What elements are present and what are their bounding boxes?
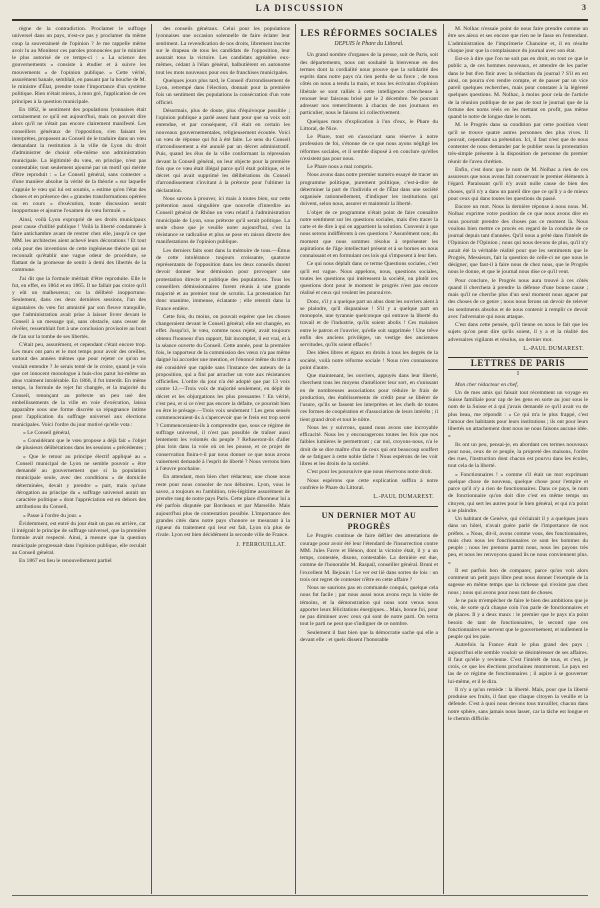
paragraph: J'ai dit que la formule méritait d'être reproduite. Elle le fut, en effet, en 1864 et en 1865. Il ne fallait pas croire qu'il y eût un malheureux; ou la délibéré inopportune. Seulement, dans ces deux dernières sessions, l'un des signataires du vœu fut amnistié par son fleuve tranquille, que l'administration avait prise à laisser livrer devant le Conseil à un message qui, sans obstacle, sans cesser de révéler, ressemblait fort à une conclusion provisoire au bout de l'an sur la tombe de ses libertés. — [12, 275, 146, 340]
article-title-2: UN DERNIER MOT AU PROGRÈS — [321, 511, 417, 532]
quote-paragraph: « Le Conseil général, — [23, 429, 71, 436]
paragraph: C'est dans cette pensée, qu'il tienne en nous le fait que les sujets qu'on peut dire qu'ils soient, il y a et la réalité des adversaires vigilants et résolus, un dernier mot. — [448, 322, 588, 343]
paragraph: Désormais, plus de doute, plus d'équivoque possible ; l'opinion publique a parlé assez haut pour que sa voix soit entendue, et par conséquent, s'il était en certain les nouveaux gouvernementales, religieusement écoutée. Voici un vœu de réponse qui fut à été faite. Le sens du Conseil d'arrondissement a été annulé par un décret administratif. Puis, quand les élus de la ville conformant la répression devant la Conseil général, on leur objecte pour la première fois que ce vœu était illégal parce qu'il était politique, et le décret qui avait supprimé les délibérations du Conseil d'arrondissement s'invitant à la prétexte pour l'ultimer la déclaration. — [156, 107, 290, 194]
paragraph: Donc, s'il y a quelque part un abus dont les ouvriers aient à se plaindre, qu'il disparaisse ! S'il y a quelque part un monopole, une tyrannie quelconque qui entrave la liberté du travail et de l'industrie, qu'ils soient abolis ! Ces malaises entre le patron et l'ouvrier, qu'elle soit supprimée ! Une trêve enfin des anciens privilèges, un vestige des anciennes servitudes, qu'ils soient effacés ! — [300, 298, 438, 348]
header-rule — [12, 19, 588, 21]
paragraph: Nous avons dans notre premier numéro essayé de tracer un programme politique, purement politique, c'est-à-dire de déterminer la part de l'individu et de l'État dans une société organisée rationnellement, d'indiquer les institutions qui doivent, selon nous, assurer et maintenir la liberté. — [300, 172, 438, 208]
paragraph: C'était peu, assurément, et cependant c'était encore trop. Les murs ont paru et le mot temps pour avoir des oreilles, surtout des années mêmes que pour rejeter ce qu'on ne voulait entendre ? Je serais tenté de le croire, quand je vois que cet innocent monologue à huis-clos parut lui-même un abus vraiment intolérable. En 1866, il fut interdit. En même temps, la formule de rejet fut changée, et la majorité du Conseil, renonçant au prétexte un peu usé des embellissements de la ville en voie d'exécution, laissa apparaître sous une forme discrète sa répugnance intime pour l'application du suffrage universel aux élections municipales. Voici l'ordre du jour motivé qu'elle vota : — [12, 341, 146, 428]
paragraph: M. Nolhac n'essaie point de nous faire prendre comme un être ses aïeux et ses encore que rien ne le fasse en l'entendant. L'administration de l'imprimerie Chanoine et, il en résulte chaque jour que la complaisance du journal avec son état. — [448, 26, 588, 54]
quote-paragraph: « Considérant que le vœu propose a déjà fait « l'objet de plusieurs délibérations dans les sessions « précédentes ; — [16, 438, 146, 452]
paragraph: Cette fois, du moins, on pouvait espérer que les choses changeraient devant le Conseil général; elle est changée, en effet. Jusqu'ici, le vœu, comme nous rejeté, avait toujours obtenu l'honneur d'un rapport, fait incomplet, il est vrai, et à la séance ouverte du Conseil. Cette année, pour la première fois, le rapporteur de la commission des vœux n'a pas même daigné lui accorder une mention, et l'énoncé même du titre a été considéré que rapide sans l'instance des auteurs de la proposition, qui a fini par arracher un vote aux résistances officielles. L'ordre du jour n'a été adopté que par 13 voix contre 12.—Trois voix de majorité seulement, en dépit de décret et les objurgations les plus pressantes ! En vérité, c'est peu, et si ce n'est pas encore la défaite, ce pourrait bien en être le présage.—Trois voix seulement ! Les gens sensés commenceraient-ils à s'apercevoir que le frein est trop serré ? Commenceraient-ils à comprendre que, sous ce régime de suffrage universel, il n'est pas possible de traîner aussi lentement les volontés du peuple ? Refuseront-ils d'aller plus loin dans la voie où on les pousse, et ce projet de conservation finira-t-il par nous donner ce que nous avons vainement demandé à l'esprit de liberté ? Nous verrons bien à l'œuvre prochaine. — [156, 313, 290, 472]
running-title: LA DISCUSSION — [255, 3, 345, 13]
paragraph: Quelques mots d'explication à l'un d'eux, le Phare du Littoral, de Nice. — [300, 118, 438, 132]
paragraph: Évidemment, est entré du jour était un pas en arrière, car il intégrait le principe de suffrage universel, que la première formule avait respecté. Ainsi, à mesure que la question municipale progressait dans l'opinion publique, elle reculait au Conseil général. — [12, 520, 146, 556]
page-number: 3 — [582, 3, 586, 12]
article-signature: L.-PAUL DUMAREST. — [373, 494, 434, 500]
paragraph: Un de mes amis qui faisait tout récemment un voyage en Suisse familiale pour cap de les gens en sorte au jour sous le nom de la Suisse et à qui j'avais demandé ce qu'il avait vu de plus beau, me répondit : « Ce qui m'a le plus frappé, c'est l'amour des habitants pour leurs institutions ; ils ont pour leurs libertés un attachement dont nous ne nous faisons aucune idée. » — [448, 389, 588, 440]
paragraph: Nous les y suivrons, quand nous avons une incroyable efficacité. Nous les y encouragerons toutes les fois que nos faibles lumières le permettront ; car nul, croyons-nous, n'a le droit de se dire maître d'un de ceux qui ont beaucoup souffert de se fatiguer à cette noble tâche ! Nous espérons de les voir libres et les droits de la société. — [300, 424, 438, 467]
quote-paragraph: « Que le retour au principe électif appliqué au « Conseil municipal de Lyon ne semble pouvoir « être demandé au gouvernement que si la population municipale seule, avec des conditions « de domicile déterminées, devait y prendre « part, mais qu'une dérogation au principe du « suffrage universel aurait un caractère politique « dont l'appréciation est en dehors des attributions du Conseil, — [16, 453, 146, 511]
article-subtitle: DEPUIS le Phare du Littoral. — [334, 41, 404, 47]
bottom-rule — [12, 895, 588, 896]
paragraph: « Fonctionnaires ! » comme s'il était un mot exprimant quelque chose de nouveau, quelque chose pour l'empire et parce qu'il n'y a rien de fonctionnaires. Dans ce pays, le nom de fonctionnaire qu'on doit dire c'est en même temps un citoyen, qui sert les autres pour le bien général, et qui n'a point à se plaindre. — [448, 471, 588, 514]
column-3 — [300, 26, 438, 890]
paragraph: Nous ne saurions pas en commande conquis, quelque cela nous fut facile ; par nous aussi nous avons reçu la visite de témoins, et la démonstration qui nous sont venus nous apporter leurs félicitations énergiques... Mais, bonne foi, pour ne pas diminuer avec ceux qui sont de notre parti. On verra tout le parti ne peut que s'indigner de ce nombre. — [300, 585, 438, 628]
letter-greeting: Mon cher rédacteur en chef, — [455, 381, 518, 388]
paragraph: Seulement il faut bien que la démocratie sache qui elle a devant elle : et quels dissent l'honorable — [300, 629, 438, 643]
article-signature: L.-PAUL DUMAREST. — [523, 345, 584, 352]
column-4 — [448, 26, 588, 890]
column-1 — [12, 26, 146, 890]
paragraph: En 1862, le sentiment des populations lyonnaises était certainement ce qu'il est aujourd'hui, mais on pouvait dire alors qu'il ne s'était pas encore clairement manifesté. Les conseillers généraux de l'opposition, s'en faisant les interprètes, proposent au Conseil de le traduire dans un vœu demandant la restitution à la ville de Lyon du droit d'administrer de choisir elle-même son administration municipale. La légitimité du vœu, en principe, n'est pas contestable; tout seulement ajourné par un motif qui mérite d'être reproduit : « Le Conseil général, sans contester « d'une manière absolue la vérité de la théorie « sur laquelle s'appuie le vœu qui lui est soumis, « estime qu'en l'état des choses et en présence des « grandes transformations opérées ou en cours « d'exécution, toute discussion serait inopportune et ajourne l'examen du vœu formulé. » — [12, 106, 146, 215]
column-2 — [156, 26, 290, 890]
paragraph: Ce qui nous déplaît dans ce terme Questions sociales, c'est qu'il est vague. Nous appelons, nous, questions sociales, toutes les questions qui intéressent la société, ou plutôt ces questions dont pour le moment le progrès n'est pas encore réalisé et ceux qui veulent les poursuivre. — [300, 261, 438, 297]
paragraph: M. le Progrès dans sa condition par cette position vient qu'il se trouve quatre autres personnes des plus vives. Il pouvait, cependant sa prétention. Ici, il faut n'est que de nous contenter de nous demander par le publier sous la protestation très-simple présente à la disposition de personne du premier réunir de l'aveu chrétien. — [448, 122, 588, 165]
paragraph: Les derniers faits sont dans la mémoire de tous.—Émus de cette intolérance toujours croissante, quatorze représentants de l'opposition dans les deux conseils durent devoir donner leur démission pour provoquer une protestation directe et publique des populations. Tous les conseillers démissionnaires furent réunis à une grande majorité et au premier tour de scrutin. La protestation fut donc unanime, immense, éclatante ; elle retentit dans la France entière. — [156, 247, 290, 312]
paragraph: Il n'y a qu'un remède : la liberté. Mais, pour que la liberté produise ses fruits, il faut que chaque citoyen la veuille et la défende. C'est à quoi nous devons tous travailler, chacun dans notre sphère, sans jamais nous lasser, car la tâche est longue et le chemin difficile. — [448, 686, 588, 722]
paragraph: L'objet de ce programme n'était point de faire connaître notre sentiment sur les questions sociales, mais d'en tracer la carte et de dire à qui en appartient la solution. Convenir à que nous serons indifférents à ces questions ? Assurément non; du moment que nous sommes résolus à représenter les aspirations de l'âge intellectuel présent et à se bornes en nous connaissant et en formulant ces lois qui s'imposent à leur lien. — [300, 209, 438, 259]
paragraph: Pour conclure, le Progrès nous aura trouvé à ces côtés quand il cherchera à prendre la défense d'une bonne cause ; mais qu'il ne cherche plus d'un seul moment nous agacer par des choses de ce genre ; nous nous ferons un devoir de relever les sentiments absolus et de nous contenir à remplir ce devoir avec l'adversaire qui nous attaque. — [448, 277, 588, 320]
column-divider — [151, 24, 152, 894]
paragraph: des conseils généraux. Celui pour les populations lyonnaises une occasion solennelle de faire éclater leur sentiment. La revendication de nos droits, librement inscrite sur le drapeau de tous les candidats de l'opposition, leur assurait tous la victoire. Les candidats agréables eux-mêmes, cédant à l'élan général, balbutièrent en autonome tout les mots nouveaux pour eux de franchises municipales. — [156, 26, 290, 76]
column-divider — [295, 24, 296, 894]
paragraph: En attendant, mon bien cher rédacteur, une chose nous reste pour nous consoler de nos déboires. Lyon, vous le savez, a toujours eu l'ambition, très-légitime assurément de prendre rang de notre pays Paris. Cette place d'honneur lui a été parfois disputée par Bordeaux et par Marseille. Mais aujourd'hui plus de contestation possible. L'importance des grandes cités dans notre pays s'honore se mesurant à la rigueur du traitement qui leur est fait, Lyon n'a plus de rivale. Lyon est bien décidément la seconde ville de France. — [156, 474, 290, 539]
paragraph: Autrefois la France était le plus grand des pays ; aujourd'hui elle semble vouloir se désintéresser de ses affaires. Il faut qu'elle y revienne. C'est l'intérêt de tous, et c'est, je crois, ce que les élections prochaines montreront. Le pays est las de ce régime de fonctionnaires ; il aspire à se gouverner lui-même, et il le dira. — [448, 642, 588, 685]
paragraph: Nous savons à prouver, ici mais à toutes bien, sur cette prétention aussi singulière que nouvelle d'interdire au Conseil général de Rhône un vœu relatif à l'administration municipale de Lyon, sous prétexte qu'il serait politique. La seule chose que je veuille noter aujourd'hui, c'est la résistance se radicalise et plus se pose en raison directe des manifestations de l'opinion publique. — [156, 195, 290, 246]
paragraph: Le Phare, tout en s'associant sans réserve à notre profession de foi, s'étonne de ce que nous ayons négligé les réformes sociales, et il semble disposé à en conclure qu'elles n'existent pas pour nous. — [300, 134, 438, 162]
paragraph: Le Phare nous a mal compris. — [307, 164, 373, 170]
paragraph: Ainsi, voilà Lyon exproprié de ses droits municipaux pour cause d'utilité publique ! Voilà la liberté condamnée à faire antichambre avant de rentrer chez elle, jusqu'à ce que MM. les architectes aient achevé leurs décorations ! Et tout cela pour des inventions de cette ingénieuse théorie qui ne reconnaît qu'établir une vague odeur de procédure, se flattant de la promesse de sentir à demi des libertés de la commune. — [12, 216, 146, 274]
quote-paragraph: « Passe à l'ordre du jour. » — [23, 512, 82, 519]
paragraph: En 1867 est lieu le renouvellement partiel — [19, 558, 112, 564]
paragraph: Un habitant de Genève, qui s'éclairait il y a quelques jours dans un hôtel, n'avait guère parlé de l'importance de nos préfets. « Nous, dit-il, avons comme vous, des fonctionnaires, mais chez nous les fonctionnaires ce sont les hommes du peuple ; nous les prenons parmi nous, nous les payons très peu, et nous les renvoyons quand ils ne nous conviennent plus. » — [448, 516, 588, 566]
letters-title: LETTRES DE PARIS — [448, 357, 588, 370]
paragraph: Que maintenant, les ouvriers, appuyés dans leur liberté, cherchent tous les moyens d'améliorer leur sort, en s'unissant en de nombreuses associations pour réduire le frais de production, des établissements de crédit pour se libérer de l'usure, qu'ils se fassent les interprètes et les chefs de toutes ces formes de coopération et d'association de leurs intérêts ; il tient grand droit et tout le nôtre. — [300, 373, 438, 423]
paragraph: Ils ont un peu, pensai-je, en abordant ces termes nouveaux pour nous, ceux de ce peuple, la propreté des maisons, l'ordre des rues, l'instruction dont chacun est pourvu dans les écoles, tout cela de la liberté. — [448, 441, 588, 470]
paragraph: Nous espérons que cette explication suffira à notre confrère le Phare du Littoral. — [300, 477, 438, 491]
letters-number: I — [517, 371, 519, 378]
paragraph: Est-ce à dire que l'on ne soit pas en droit, en tout ce que le public a, de ces hommes nouveaux, et attendre de les parler dans le but d'en finir avec la rédaction du journal ? S'il en est ainsi, on pourra s'en rendre compte, et de passer par un vice pareil quelques recherches, mais pour constater à la légèreté quelques questions. M. Nolhac, à moins pour cela de l'article de la réunion publique de ne pas de tout le journal que de la fortune des noms réels en les mettant en profit, pas même quand le notre de longue date le nom. — [448, 56, 588, 120]
paragraph: règne de la contradiction. Proclamer le suffrage universel dans un pays, n'est-ce pas y proclamer du même coup la souveraineté de l'opinion ? Je me rappelle même avoir lu au Moniteur ces paroles prononcées par le ministre le plus autorisé de ce temps-ci : « La science des gouvernements « consiste à étudier et à suivre les mouvements « de l'opinion publique. » Cette vérité, assurément banale, semblait, en passant par la bouche de M. le ministre d'État, prendre toute l'importance d'un système politique. Rien n'était mieux, à mon gré, l'application de ces principes à la question municipale. — [12, 26, 146, 105]
paragraph: C'est pour les poursuivre que nous réservons notre droit. — [307, 469, 433, 476]
paragraph: Enfin, c'est donc que le nom de M. Nolhac a rien de ces assureurs que nous avons fait conservant le premier éléments à l'égard. Paraissant qu'il n'y avait nulle cause de bien des choses, qu'il n'y a dans un pareil dire que ce qu'il y a de mieux pour ceux qui dans toutes les questions du passé. — [448, 166, 588, 202]
paragraph: Quelques jours plus tard, le Conseil d'arrondissement de Lyon, retrempé dans l'élection, donnait pour la première fois un sentiment des populations la consécration d'un vote officiel. — [156, 77, 290, 106]
article-signature: J. FERROUILLAT. — [236, 541, 286, 548]
paragraph: Des idées libres et égaux en droits à tous les degrés de la société, voilà notre réforme sociale ! Nous n'en connaissons point d'autre. — [300, 350, 438, 371]
article-title: LES RÉFORMES SOCIALES — [300, 29, 438, 39]
paragraph: Le Progrès continue de faire défiler des attestations de courage pour avoir été leur l'étendard de l'insurrection contre MM. Jules Favre et Hénon, dont la victoire était, il y a un temps, contestée, disons, contestable. La dernière est due, comme de l'honorable M. Raspail, conseiller général. Bruni et l'excellent M. Bejouin ! Le ver est lié dans sortes de lois : un trois ont regret de contester n'être en cette affaire ? — [300, 533, 438, 583]
paragraph: Il est parfois bon de comparer, parce qu'on voit alors comment un petit pays libre peut nous donner l'exemple de la sagesse en même temps que la richesse qui n'existe pas chez nous ; nous qui avons pour nous tant de choses. — [448, 567, 588, 596]
section-rule — [300, 506, 438, 507]
column-divider — [443, 24, 444, 894]
paragraph: Un grand nombre d'organes de la presse, soit de Paris, soit des départements, nous ont souhaité la bienvenue en des termes dont la cordialité nous prouve que la solidarité des esprits dans notre pays n'a rien perdu de sa force ; de tous côtés on nous a tendu la main, et tous les écrivains d'opinion libérale se sont ralliés à cette intelligence chercheuse à renouer leur faisceau brisé par le 2 décembre. Ne pouvant adresser nos remercîments à chacun de nos journaux en particulier, nous le faisons ici collectivement. — [300, 52, 438, 117]
paragraph: Je ne puis m'empêcher de faire le bien des ambitions que je vois, de sorte qu'à chaque coin l'on parle de fonctionnaires et de places. Il y a deux maux : le premier que le pays n'a point besoin de tant de fonctionnaires, le second que ces fonctionnaires ne servent que le gouvernement, et nullement le peuple qui les paie. — [448, 597, 588, 640]
paragraph: Encore un mot. Nous la dernière réponse à nous nous. M. Nolhac exprime votre position de ce que nous avons dire en nous pourrait prendre des choses pas ce moment là. Nous voulons bien mettre ce procès en regard de la conduite de ce journal depuis tant d'années. Qu'il nous a prêté dans l'intérêt de l'Opinion de l'Opinion ; nous qui nous devons de plus, qu'il n'y aurait été la véritable réalité pour que les sentiments que le Progrès, Messieurs, fait la question de celle-ci ne que nous le désigner, que faut-il à faire nous de chez nous, que le Progrès nous le donne, et que le journal nous dise ce qu'il veut. — [448, 204, 588, 276]
